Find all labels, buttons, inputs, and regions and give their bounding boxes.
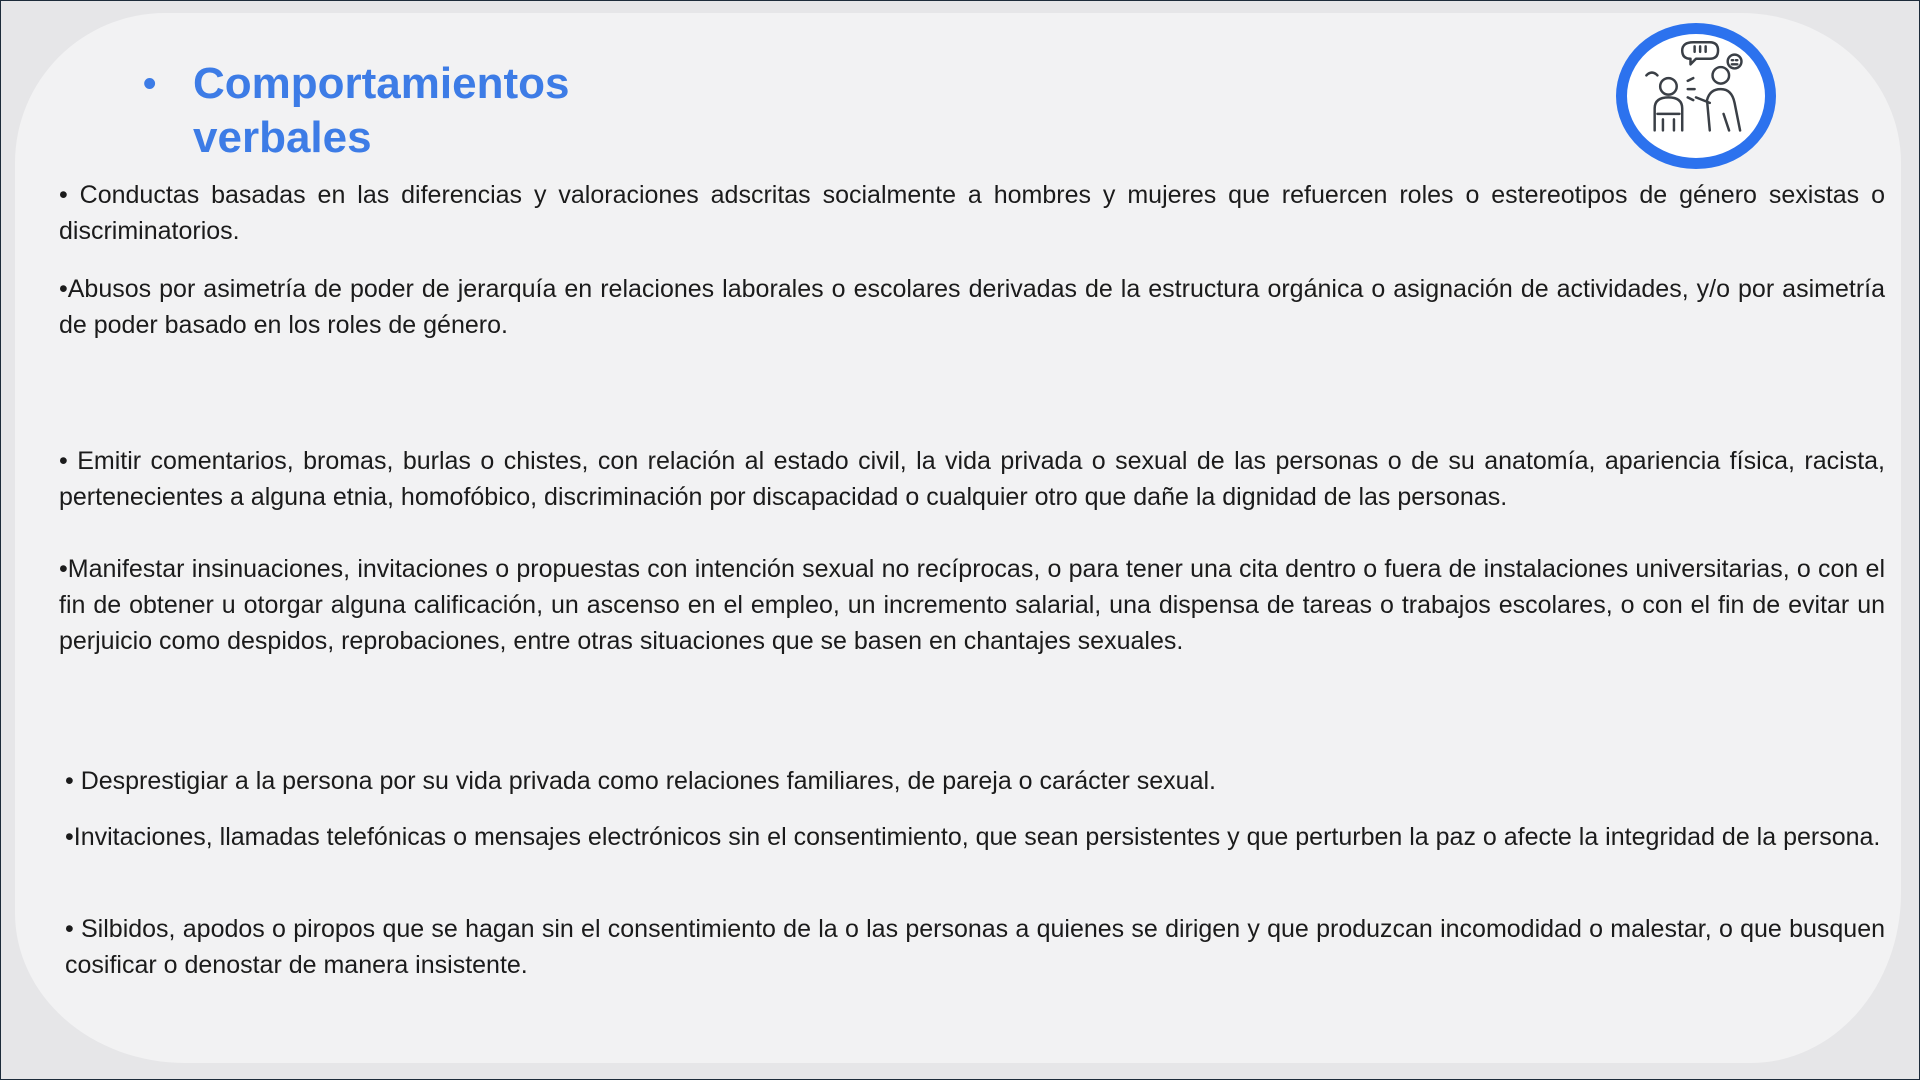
paragraph-4: •Manifestar insinuaciones, invitaciones o propuestas con intención sexual no recíprocas, o para tener una cita dentro o fuera de instalaciones universitarias, o con el fin de obtener u otorgar alguna calificación, un ascenso en el empleo, un incremento salarial, una dispensa de tareas o trabajos escolares, o con el fin de evitar un perjuicio como despidos, reprobaciones, entre otras situaciones que se basen en chantajes sexuales. [59,555,1885,655]
paragraph-2: •Abusos por asimetría de poder de jerarquía en relaciones laborales o escolares derivadas de la estructura orgánica o asignación de actividades, y/o por asimetría de poder basado en los roles de género. [59,275,1885,339]
people-argument-icon [1616,23,1776,169]
paragraph-6: •Invitaciones, llamadas telefónicas o mensajes electrónicos sin el consentimiento, que sean persistentes y que perturben la paz o afecte la integridad de la persona. [65,823,1881,851]
title-text: Comportamientos verbales [193,59,570,162]
slide-title [143,57,613,165]
paragraph-5: • Desprestigiar a la persona por su vida privada como relaciones familiares, de pareja o carácter sexual. [65,767,1216,795]
paragraph-7: • Silbidos, apodos o piropos que se hagan sin el consentimiento de la o las personas a quienes se dirigen y que produzcan incomodidad o malestar, o que busquen cosificar o denostar de manera insistente. [65,915,1885,979]
title-bullet: • [143,63,157,105]
content-panel [15,13,1901,1063]
paragraph-3: • Emitir comentarios, bromas, burlas o chistes, con relación al estado civil, la vida privada o sexual de las personas o de su anatomía, apariencia física, racista, pertenecientes a alguna etnia, homofóbico, discriminación por discapacidad o cualquier otro que dañe la dignidad de las personas. [59,447,1885,511]
paragraph-1: • Conductas basadas en las diferencias y valoraciones adscritas socialmente a hombres y mujeres que refuercen roles o estereotipos de género sexistas o discriminatorios. [59,181,1885,245]
